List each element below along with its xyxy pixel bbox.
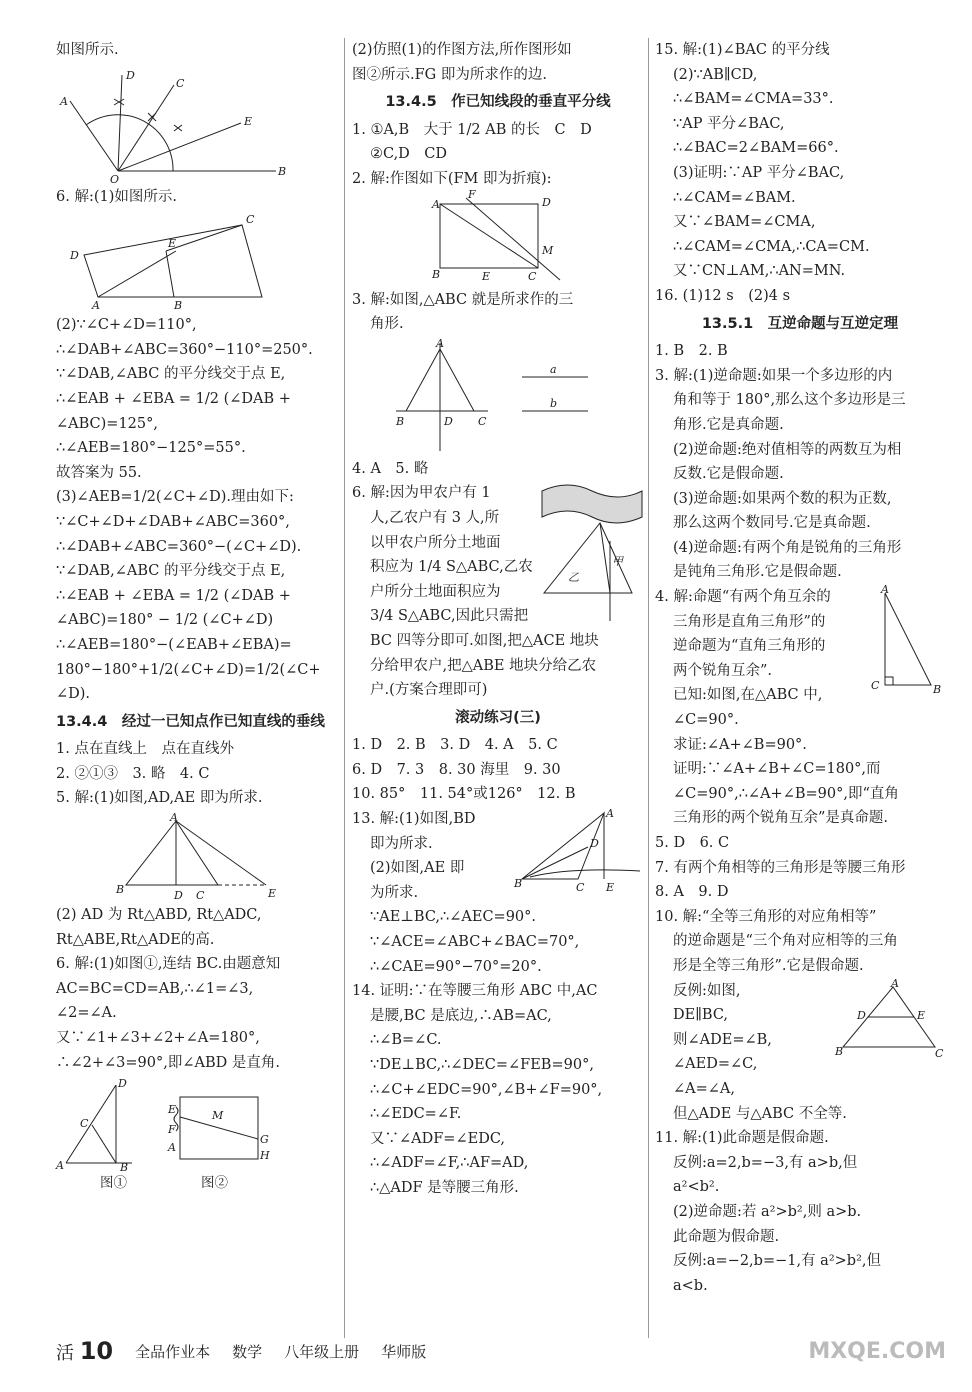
text-line: ∠AED=∠C, [673, 1056, 758, 1073]
text-line: 5. D 6. C [655, 835, 730, 851]
text-line: 那么这两个数同号.它是真命题. [673, 515, 871, 532]
svg-text:C: C [80, 1117, 89, 1131]
text-line: 1. 点在直线上 点在直线外 [56, 741, 234, 758]
text-line: a<b. [673, 1277, 708, 1294]
text-line: 为所求. [370, 884, 419, 901]
text-line: DE∥BC, [673, 1007, 729, 1024]
text-line: 反数.它是假命题. [673, 466, 784, 483]
text-line: (2)逆命题:若 a²>b²,则 a>b. [673, 1203, 862, 1220]
text-line: (3)逆命题:如果两个数的积为正数, [673, 490, 892, 507]
text-line: 2. 解:作图如下(FM 即为折痕): [352, 170, 552, 187]
text-line: a²<b². [673, 1179, 720, 1196]
svg-text:B: B [933, 683, 942, 697]
text-line: 三角形的两个锐角互余”是真命题. [673, 810, 889, 827]
text-line: 4. 解:命题“有两个角互余的 [655, 589, 831, 606]
text-line: ∴∠DAB+∠ABC=360°−(∠C+∠D). [56, 538, 302, 555]
svg-text:A: A [891, 976, 899, 990]
svg-text:E: E [168, 237, 177, 251]
text-line: 又∵∠1+∠3+∠2+∠A=180°, [56, 1030, 260, 1047]
text-line: ∴∠B=∠C. [370, 1032, 442, 1049]
text-line: 1. B 2. B [655, 343, 728, 360]
svg-text:A: A [881, 583, 889, 597]
text-line: 角和等于 180°,那么这个多边形是三 [673, 392, 906, 409]
watermark-logo: MXQE.COM [808, 1338, 946, 1364]
text-line: ∴∠CAM=∠CMA,∴CA=CM. [673, 238, 870, 255]
page-number-value: 10 [79, 1337, 114, 1365]
figure-caption: 图① [100, 1175, 127, 1192]
page-number [56, 1337, 113, 1365]
text-line: 三角形是直角三角形”的 [673, 613, 826, 630]
text-line: (2)仿照(1)的作图方法,所作图形如 [352, 42, 572, 58]
answer-column-2 [352, 38, 644, 1201]
svg-text:C: C [528, 269, 537, 283]
svg-text:D: D [70, 249, 79, 263]
text-line: 分给甲农户,把△ABE 地块分给乙农 [370, 657, 597, 674]
text-line: ∠C=90°. [673, 712, 739, 729]
text-line: ∴∠AEB=180°−125°=55°. [56, 440, 246, 457]
svg-text:C: C [246, 213, 255, 227]
text-line: 13. 解:(1)如图,BD [352, 811, 476, 828]
edition-label: 华师版 [381, 1342, 427, 1361]
text-line: (3)∠AEB=1/2(∠C+∠D).理由如下: [56, 489, 294, 506]
text-line: 14. 证明:∵在等腰三角形 ABC 中,AC [352, 983, 598, 1000]
text-line: ∠ABC)=180° − 1/2 (∠C+∠D) [56, 612, 274, 629]
section-heading: 13.4.4 经过一已知点作已知直线的垂线 [56, 713, 325, 730]
text-line: 即为所求. [370, 835, 433, 852]
text-line: 是腰,BC 是底边,∴AB=AC, [370, 1007, 552, 1024]
text-line: 6. 解:(1)如图①,连结 BC.由题意知 [56, 956, 281, 973]
text-line: 又∵∠ADF=∠EDC, [370, 1130, 506, 1147]
svg-text:B: B [278, 164, 287, 178]
text-line: ∠2=∠A. [56, 1005, 117, 1022]
angle-construction-figure [56, 65, 287, 186]
text-line: ∵∠ACE=∠ABC+∠BAC=70°, [370, 934, 580, 951]
svg-text:C: C [478, 414, 487, 428]
text-line: 人,乙农户有 3 人,所 [370, 509, 500, 526]
text-line: ∵DE⊥BC,∴∠DEC=∠FEB=90°, [370, 1057, 594, 1073]
text-line: 1. D 2. B 3. D 4. A 5. C [352, 737, 558, 754]
figure-caption: 图② [201, 1175, 228, 1192]
text-line: ∴△ADF 是等腰三角形. [370, 1179, 519, 1196]
svg-text:A: A [606, 807, 614, 821]
text-line: 3. 解:(1)逆命题:如果一个多边形的内 [655, 367, 893, 384]
svg-text:B: B [120, 1161, 129, 1175]
svg-text:B: B [835, 1044, 844, 1058]
text-line: (2)如图,AE 即 [370, 860, 465, 877]
text-line: ∴∠DAB+∠ABC=360°−110°=250°. [56, 341, 313, 358]
text-line: 1. ①A,B 大于 1/2 AB 的长 C D [352, 121, 592, 138]
text-line: 证明:∵∠A+∠B+∠C=180°,而 [673, 761, 881, 778]
svg-text:C: C [871, 679, 880, 693]
text-line: 如图所示. [56, 42, 119, 58]
text-line: 此命题为假命题. [673, 1228, 780, 1245]
text-line: 3/4 S△ABC,因此只需把 [370, 608, 529, 625]
text-line: 户所分土地面积应为 [370, 583, 501, 600]
svg-text:D: D [444, 414, 453, 428]
svg-text:E: E [168, 1103, 177, 1117]
text-line: ∠C=90°,∴∠A+∠B=90°,即“直角 [673, 785, 899, 802]
svg-text:乙: 乙 [568, 571, 579, 585]
text-line: 角形. [370, 316, 404, 333]
svg-text:E: E [482, 269, 491, 283]
svg-text:D: D [118, 1077, 127, 1091]
figure-row [56, 1075, 338, 1175]
svg-text:E: E [268, 887, 277, 901]
column-divider-right [648, 38, 649, 1338]
svg-text:M: M [542, 243, 554, 257]
text-line: 8. A 9. D [655, 884, 729, 901]
figure-1-right-triangle [56, 1075, 146, 1175]
svg-text:A: A [432, 197, 440, 211]
text-line: ∴∠BAM=∠CMA=33°. [673, 91, 834, 108]
svg-text:G: G [260, 1133, 269, 1147]
svg-text:A: A [170, 811, 178, 825]
text-line: ∴∠EAB + ∠EBA = 1/2 (∠DAB + [56, 390, 291, 407]
svg-text:B: B [514, 877, 523, 891]
svg-text:C: C [196, 889, 205, 903]
text-line: ∴∠CAM=∠BAM. [673, 189, 796, 206]
svg-text:B: B [432, 267, 441, 281]
svg-text:A: A [436, 336, 444, 350]
page-footer [56, 1335, 946, 1367]
grade-label: 八年级上册 [284, 1342, 360, 1361]
svg-text:B: B [174, 299, 183, 313]
text-line: 图②所示.FG 即为所求作的边. [352, 66, 547, 83]
svg-text:O: O [110, 172, 120, 186]
text-line: ∴∠2+∠3=90°,即∠ABD 是直角. [56, 1054, 280, 1071]
svg-text:C: C [576, 881, 585, 895]
text-line: 但△ADE 与△ABC 不全等. [673, 1105, 847, 1122]
svg-text:C: C [176, 76, 185, 90]
text-line: ②C,D CD [370, 146, 448, 163]
section-heading: 滚动练习(三) [455, 709, 541, 726]
text-line: 求证:∠A+∠B=90°. [673, 736, 807, 753]
svg-text:C: C [935, 1046, 944, 1060]
text-line: 积应为 1/4 S△ABC,乙农 [370, 559, 533, 576]
text-line: 10. 85° 11. 54°或126° 12. B [352, 786, 576, 803]
svg-text:A: A [56, 1159, 64, 1173]
section-heading: 13.4.5 作已知线段的垂直平分线 [385, 94, 611, 111]
triangle-construction-figure [352, 336, 612, 455]
svg-text:D: D [590, 837, 599, 851]
text-line: ∴∠EAB + ∠EBA = 1/2 (∠DAB + [56, 587, 291, 604]
svg-text:A: A [92, 299, 100, 313]
text-line: 户.(方案合理即可) [370, 682, 488, 699]
text-line: ∠A=∠A, [673, 1080, 736, 1097]
svg-text:F: F [168, 1123, 176, 1137]
text-line: 11. 解:(1)此命题是假命题. [655, 1130, 829, 1147]
text-line: 6. D 7. 3 8. 30 海里 9. 30 [352, 761, 561, 778]
text-line: AC=BC=CD=AB,∴∠1=∠3, [56, 980, 254, 997]
text-line: 反例:a=−2,b=−1,有 a²>b²,但 [673, 1253, 881, 1270]
svg-text:A: A [168, 1141, 176, 1155]
text-line: 又∵CN⊥AM,∴AN=MN. [673, 263, 846, 280]
text-line: (2)逆命题:绝对值相等的两数互为相 [673, 441, 902, 458]
text-line: 形是全等三角形”.它是假命题. [673, 957, 864, 974]
text-line: 则∠ADE=∠B, [673, 1031, 772, 1048]
svg-text:D: D [126, 68, 135, 82]
figure-captions [56, 1171, 338, 1196]
svg-text:H: H [260, 1149, 270, 1163]
text-line: 反例:如图, [673, 982, 741, 999]
triangle-altitude-figure [56, 813, 286, 901]
text-line: ∴∠BAC=2∠BAM=66°. [673, 140, 839, 157]
text-line: (2) AD 为 Rt△ABD, Rt△ADC, [56, 907, 262, 924]
text-line: 16. (1)12 s (2)4 s [655, 287, 791, 304]
text-line: Rt△ABE,Rt△ADE的高. [56, 931, 215, 948]
section-heading: 13.5.1 互逆命题与互逆定理 [701, 315, 899, 332]
svg-text:F: F [468, 187, 476, 201]
text-line: ∵∠DAB,∠ABC 的平分线交于点 E, [56, 563, 286, 580]
angle-bisector-figure [514, 807, 644, 903]
text-line: 故答案为 55. [56, 464, 142, 481]
svg-text:b: b [550, 396, 558, 410]
svg-text:a: a [550, 362, 557, 376]
quadrilateral-figure [56, 211, 286, 311]
text-line: 又∵∠BAM=∠CMA, [673, 214, 816, 231]
svg-text:A: A [60, 94, 68, 108]
svg-text:D: D [542, 195, 551, 209]
text-line: ∴∠C+∠EDC=90°,∠B+∠F=90°, [370, 1081, 603, 1098]
land-division-figure [540, 481, 644, 631]
svg-text:B: B [396, 414, 405, 428]
text-line: 角形.它是真命题. [673, 416, 784, 433]
svg-text:D: D [174, 889, 183, 903]
text-line: ∵∠C+∠D+∠DAB+∠ABC=360°, [56, 513, 290, 530]
subject-label: 数学 [232, 1342, 263, 1361]
text-line: ∵AE⊥BC,∴∠AEC=90°. [370, 909, 537, 926]
svg-text:E: E [917, 1008, 926, 1022]
fold-crease-figure [352, 187, 612, 286]
svg-text:M: M [212, 1109, 224, 1123]
right-triangle-figure [869, 585, 945, 695]
svg-text:E: E [606, 881, 615, 895]
text-line: 15. 解:(1)∠BAC 的平分线 [655, 42, 830, 58]
text-line: ∵AP 平分∠BAC, [673, 115, 785, 132]
text-line: 的逆命题是“三个角对应相等的三角 [673, 933, 898, 950]
text-line: 4. A 5. 略 [352, 460, 429, 477]
text-line: (3)证明:∵AP 平分∠BAC, [673, 164, 845, 181]
svg-text:E: E [244, 114, 253, 128]
figure-2-rectangle [166, 1087, 276, 1171]
svg-text:甲: 甲 [612, 555, 623, 569]
answer-column-3 [655, 38, 945, 1298]
answer-column-1 [56, 38, 338, 1196]
svg-text:D: D [857, 1008, 866, 1022]
text-line: ∴∠ADF=∠F,∴AF=AD, [370, 1155, 529, 1172]
text-line: ∠D). [56, 686, 91, 703]
text-line: 10. 解:“全等三角形的对应角相等” [655, 908, 877, 925]
similar-triangle-figure [835, 976, 945, 1060]
text-line: ∴∠CAE=90°−70°=20°. [370, 958, 542, 975]
text-line: 3. 解:如图,△ABC 就是所求作的三 [352, 291, 574, 308]
text-line: 是钝角三角形.它是假命题. [673, 564, 842, 581]
text-line: 反例:a=2,b=−3,有 a>b,但 [673, 1154, 858, 1171]
column-divider-left [344, 38, 345, 1338]
text-line: 2. ②①③ 3. 略 4. C [56, 765, 210, 782]
book-title: 全品作业本 [135, 1342, 211, 1361]
text-line: 5. 解:(1)如图,AD,AE 即为所求. [56, 790, 263, 807]
text-line: (2)∵∠C+∠D=110°, [56, 317, 197, 334]
text-line: 两个锐角互余”. [673, 662, 773, 679]
text-line: BC 四等分即可.如图,把△ACE 地块 [370, 632, 599, 649]
text-line: 以甲农户所分土地面 [370, 534, 501, 551]
text-line: (2)∵AB∥CD, [673, 66, 758, 83]
text-line: ∵∠DAB,∠ABC 的平分线交于点 E, [56, 366, 286, 383]
text-line: 已知:如图,在△ABC 中, [673, 687, 823, 704]
page-prefix: 活 [56, 1343, 74, 1364]
text-line: (4)逆命题:有两个角是锐角的三角形 [673, 539, 902, 556]
text-line: ∴∠AEB=180°−(∠EAB+∠EBA)= [56, 636, 292, 653]
text-line: 逆命题为“直角三角形的 [673, 638, 826, 655]
text-line: 6. 解:因为甲农户有 1 [352, 485, 491, 502]
svg-text:B: B [116, 883, 125, 897]
text-line: ∠ABC)=125°, [56, 415, 158, 432]
text-line: 6. 解:(1)如图所示. [56, 188, 177, 205]
text-line: 7. 有两个角相等的三角形是等腰三角形 [655, 859, 906, 876]
text-line: 180°−180°+1/2(∠C+∠D)=1/2(∠C+ [56, 661, 321, 678]
text-line: ∴∠EDC=∠F. [370, 1106, 462, 1123]
